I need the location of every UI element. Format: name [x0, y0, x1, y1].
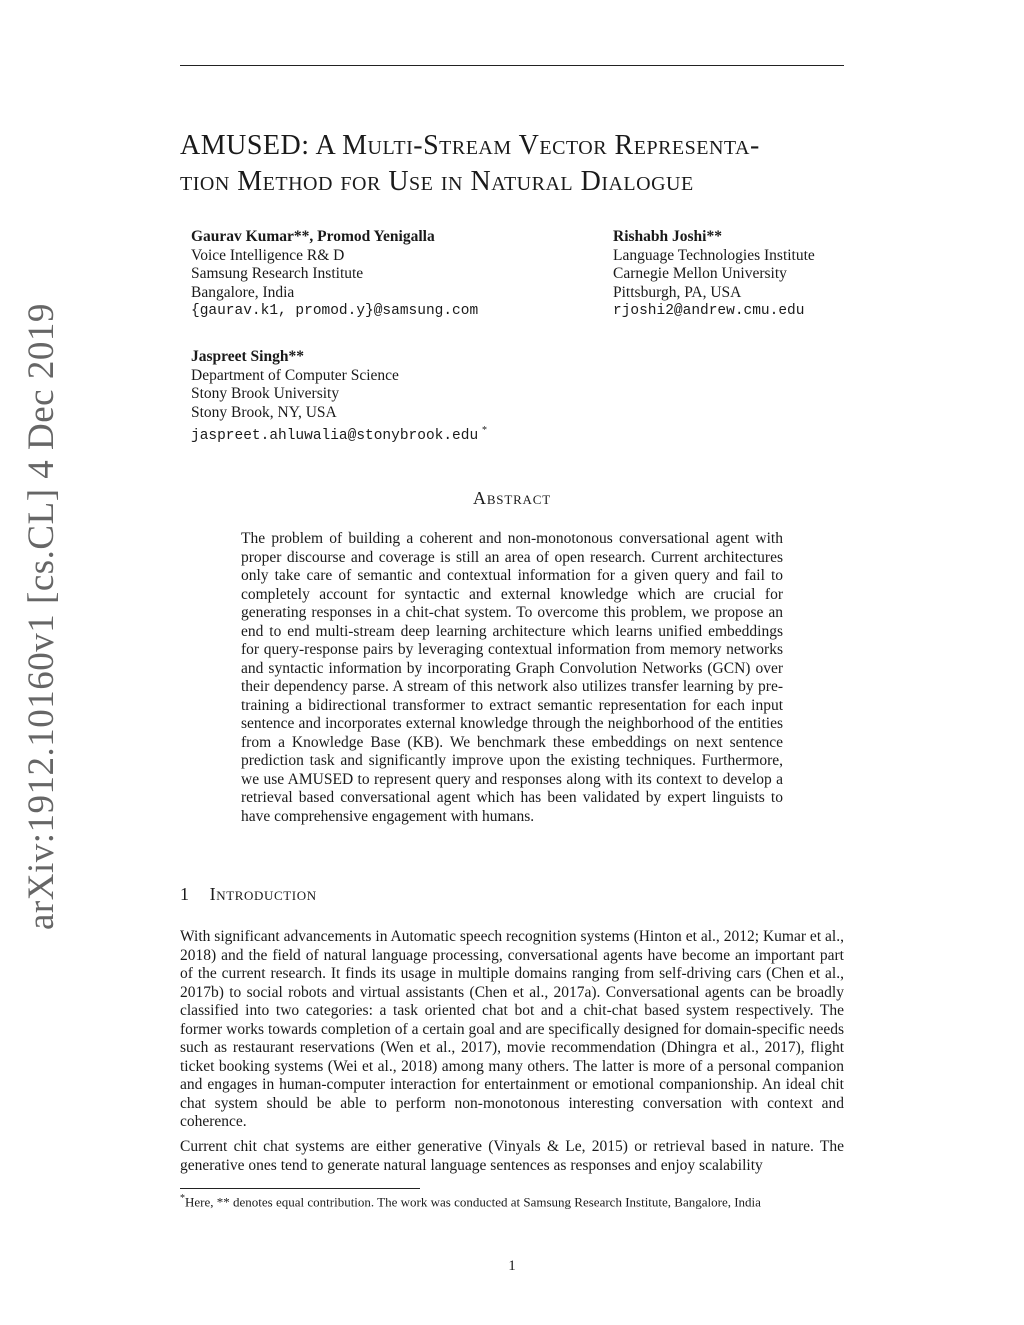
section-number: 1 — [180, 884, 190, 904]
affiliation-line: Stony Brook University — [191, 385, 340, 402]
author-block-2 — [613, 228, 815, 321]
footnote-text: Here, ** denotes equal contribution. The work was conducted at Samsung Research Institute, Bangalore, India — [185, 1194, 761, 1210]
footnote-mark: * — [180, 1193, 185, 1204]
affiliation-line: Bangalore, India — [191, 283, 295, 301]
section-title: Introduction — [209, 884, 317, 904]
affiliation-line: Stony Brook, NY, USA — [191, 403, 337, 421]
affiliation-line: Pittsburgh, PA, USA — [613, 283, 742, 301]
top-rule — [180, 65, 844, 66]
affiliation-line: Carnegie Mellon University — [613, 265, 787, 282]
author-email[interactable]: {gaurav.k1, promod.y}@samsung.com — [191, 303, 479, 319]
email-line — [191, 422, 487, 446]
author-name: Rishabh Joshi** — [613, 228, 722, 245]
footnote-rule — [180, 1188, 420, 1189]
arxiv-stamp: arXiv:1912.10160v1 [cs.CL] 4 Dec 2019 — [21, 303, 62, 930]
author-email[interactable]: jaspreet.ahluwalia@stonybrook.edu — [191, 428, 479, 445]
abstract-heading: Abstract — [473, 488, 551, 508]
affiliation-line: Department of Computer Science — [191, 366, 399, 384]
affiliation-line: Samsung Research Institute — [191, 265, 364, 282]
page-number: 1 — [508, 1258, 516, 1274]
section-heading — [180, 884, 317, 905]
author-name: Gaurav Kumar**, Promod Yenigalla — [191, 228, 435, 245]
title-line-1: AMUSED: A Multi-Stream Vector Representa- — [180, 130, 760, 161]
body-paragraph-2: Current chit chat systems are either generative (Vinyals & Le, 2015) or retrieval based in nature. The generative ones tend to generate natural language sentences as responses and enjoy scalability — [180, 1138, 844, 1174]
author-name: Jaspreet Singh** — [191, 348, 304, 365]
author-email[interactable]: rjoshi2@andrew.cmu.edu — [613, 303, 805, 319]
affiliation-line: Language Technologies Institute — [613, 246, 815, 264]
title-line-2: tion Method for Use in Natural Dialogue — [180, 166, 694, 197]
footnote-marker: * — [482, 425, 488, 436]
abstract-text: The problem of building a coherent and non-monotonous conversational agent with proper discourse and coverage is still an area of open research. Current architectures only take care of semantic and contextual information for a given query and fail to completely account for syntactic and external knowledge which are crucial for generating responses in a chit-chat system. To overcome this problem, we propose an end to end multi-stream deep learning architecture which learns unified embeddings for query-response pairs by leveraging contextual information from memory networks and syntactic information by incorporating Graph Convolution Networks (GCN) over their dependency parse. A stream of this network also utilizes transfer learning by pre-training a bidirectional transformer to extract semantic representation for each input sentence and incorporates external knowledge through the neighborhood of the entities from a Knowledge Base (KB). We benchmark these embeddings on next sentence prediction task and significantly improve upon the existing techniques. Furthermore, we use AMUSED to represent query and responses along with its context to develop a retrieval based conversational agent which has been validated by expert linguists to have comprehensive engagement with humans. — [241, 530, 783, 825]
author-block-3 — [191, 348, 487, 446]
affiliation-line: Voice Intelligence R& D — [191, 246, 345, 264]
paper-title — [180, 128, 860, 200]
body-paragraph-1: With significant advancements in Automatic speech recognition systems (Hinton et al., 2012; Kumar et al., 2018) and the field of natural language processing, conversational agents have become an important part of the current research. It finds its usage in multiple domains ranging from self-driving cars (Chen et al., 2017b) to social robots and virtual assistants (Chen et al., 2017a). Conversational agents can be broadly classified into two categories: a task oriented chat bot and a chit-chat based system respectively. The former works towards completion of a certain goal and are specifically designed for domain-specific needs such as restaurant reservations (Wen et al., 2017), movie recommendation (Dhingra et al., 2017), flight ticket booking systems (Wei et al., 2018) among many others. The latter is more of a personal companion and engages in human-computer interaction for entertainment or emotional companionship. An ideal chit chat system should be able to perform non-monotonous interesting conversation with context and coherence. — [180, 928, 844, 1130]
author-block-1 — [191, 228, 478, 321]
footnote — [180, 1191, 844, 1210]
